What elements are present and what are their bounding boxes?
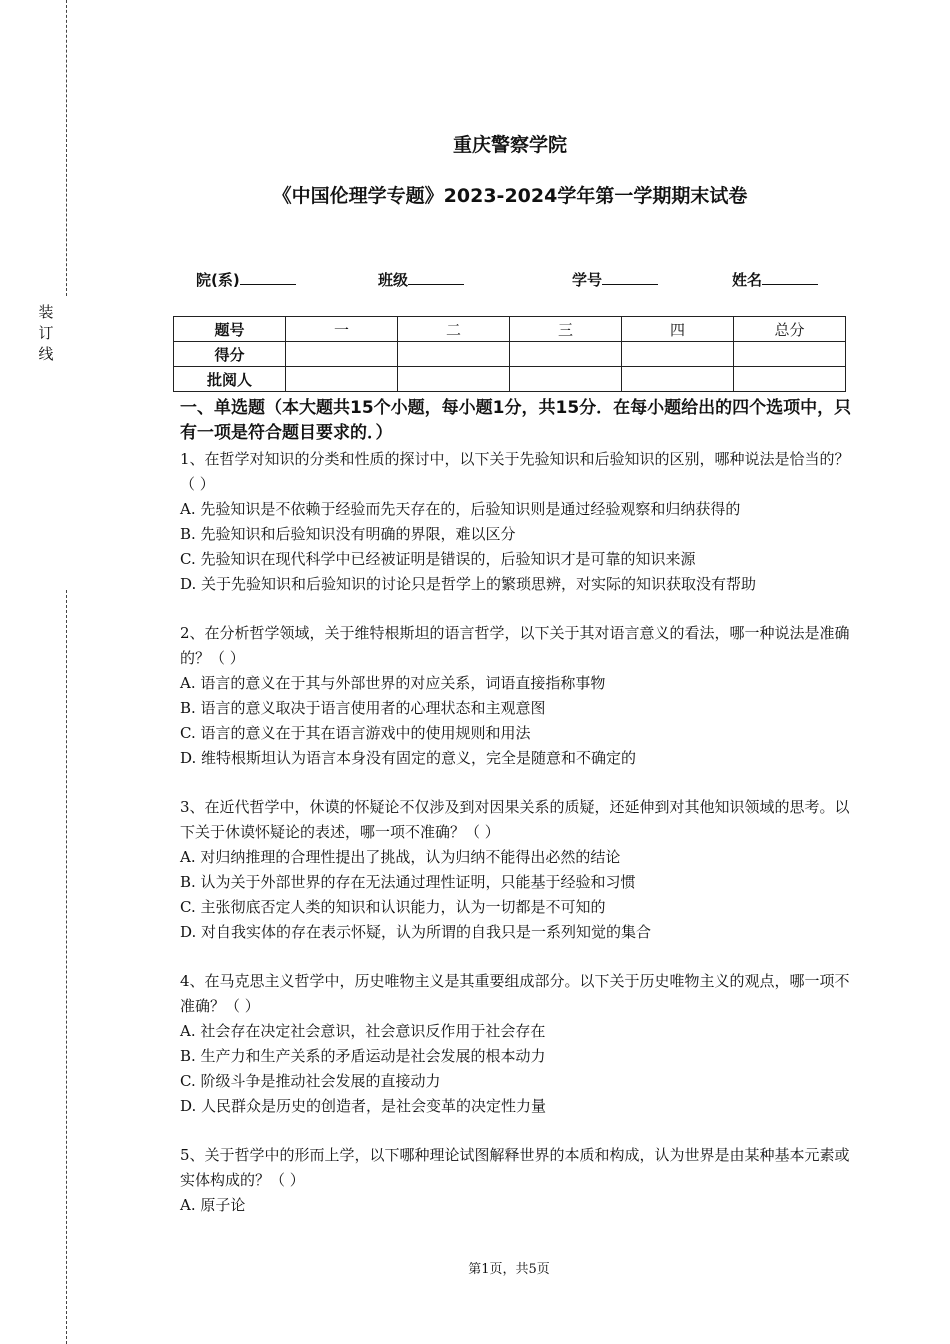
info-blank	[602, 269, 658, 285]
option-d: D. 对自我实体的存在表示怀疑，认为所谓的自我只是一系列知觉的集合	[180, 923, 652, 941]
question-stem: 2、在分析哲学领域，关于维特根斯坦的语言哲学，以下关于其对语言意义的看法，哪一种说法是准确的？（ ）	[180, 624, 850, 667]
score-cell	[398, 342, 510, 367]
score-table-row-label: 得分	[174, 342, 286, 367]
exam-title: 《中国伦理学专题》2023-2024学年第一学期期末试卷	[272, 185, 748, 207]
grader-cell	[734, 367, 846, 392]
question-5	[180, 1143, 852, 1218]
question-stem: 3、在近代哲学中，休谟的怀疑论不仅涉及到对因果关系的质疑，还延伸到对其他知识领域的思考。以下关于休谟怀疑论的表述，哪一项不准确？（ ）	[180, 798, 850, 841]
option-d: D. 关于先验知识和后验知识的讨论只是哲学上的繁琐思辨，对实际的知识获取没有帮助	[180, 575, 757, 593]
score-table	[173, 316, 846, 392]
option-b: B. 生产力和生产关系的矛盾运动是社会发展的根本动力	[180, 1047, 546, 1065]
option-b: B. 认为关于外部世界的存在无法通过理性证明，只能基于经验和习惯	[180, 873, 636, 891]
info-label: 姓名	[732, 271, 763, 289]
score-cell	[622, 342, 734, 367]
question-stem: 4、在马克思主义哲学中，历史唯物主义是其重要组成部分。以下关于历史唯物主义的观点，哪一项不准确？（ ）	[180, 972, 850, 1015]
school-name: 重庆警察学院	[452, 134, 567, 156]
question-stem: 5、关于哲学中的形而上学，以下哪种理论试图解释世界的本质和构成，认为世界是由某种基本元素或实体构成的？（ ）	[180, 1146, 850, 1189]
question-stem: 1、在哲学对知识的分类和性质的探讨中，以下关于先验知识和后验知识的区别，哪种说法是恰当的？（ ）	[180, 450, 850, 493]
score-cell	[510, 342, 622, 367]
score-table-header-cell: 总分	[734, 317, 846, 342]
score-table-header-row	[174, 317, 846, 342]
option-a: A. 语言的意义在于其与外部世界的对应关系，词语直接指称事物	[180, 674, 606, 692]
question-2	[180, 621, 852, 771]
option-b: B. 语言的意义取决于语言使用者的心理状态和主观意图	[180, 699, 546, 717]
info-blank	[762, 269, 818, 285]
question-3	[180, 795, 852, 945]
option-a: A. 社会存在决定社会意识，社会意识反作用于社会存在	[180, 1022, 546, 1040]
exam-content	[180, 396, 852, 1242]
score-table-header-cell: 三	[510, 317, 622, 342]
binding-label: 装订线	[38, 303, 54, 363]
binding-dashed-line-bottom	[66, 590, 67, 1344]
option-d: D. 人民群众是历史的创造者，是社会变革的决定性力量	[180, 1097, 547, 1115]
option-d: D. 维特根斯坦认为语言本身没有固定的意义，完全是随意和不确定的	[180, 749, 637, 767]
info-label: 院(系)	[196, 271, 240, 289]
section-title: 一、单选题（本大题共15个小题，每小题1分，共15分．在每小题给出的四个选项中，只有一项是符合题目要求的．）	[180, 398, 852, 443]
grader-cell	[510, 367, 622, 392]
score-table-header-cell: 四	[622, 317, 734, 342]
option-c: C. 语言的意义在于其在语言游戏中的使用规则和用法	[180, 724, 531, 742]
page-footer: 第1页，共5页	[468, 1262, 550, 1277]
option-c: C. 先验知识在现代科学中已经被证明是错误的，后验知识才是可靠的知识来源	[180, 550, 696, 568]
score-cell	[286, 342, 398, 367]
option-a: A. 先验知识是不依赖于经验而先天存在的，后验知识则是通过经验观察和归纳获得的	[180, 500, 741, 518]
score-table-header-cell: 题号	[174, 317, 286, 342]
question-1	[180, 447, 852, 597]
info-blank	[240, 269, 296, 285]
option-a: A. 对归纳推理的合理性提出了挑战，认为归纳不能得出必然的结论	[180, 848, 621, 866]
info-field-department	[196, 269, 296, 290]
option-c: C. 阶级斗争是推动社会发展的直接动力	[180, 1072, 441, 1090]
grader-cell	[622, 367, 734, 392]
info-field-class	[378, 269, 464, 290]
score-table-row	[174, 367, 846, 392]
score-table-row	[174, 342, 846, 367]
score-table-header-cell: 二	[398, 317, 510, 342]
option-b: B. 先验知识和后验知识没有明确的界限，难以区分	[180, 525, 516, 543]
info-label: 班级	[378, 271, 409, 289]
score-table-header-cell: 一	[286, 317, 398, 342]
question-4	[180, 969, 852, 1119]
option-a: A. 原子论	[180, 1196, 246, 1214]
score-cell	[734, 342, 846, 367]
grader-cell	[286, 367, 398, 392]
info-field-student-id	[572, 269, 658, 290]
score-table-row-label: 批阅人	[174, 367, 286, 392]
grader-cell	[398, 367, 510, 392]
option-c: C. 主张彻底否定人类的知识和认识能力，认为一切都是不可知的	[180, 898, 606, 916]
info-label: 学号	[572, 271, 603, 289]
info-blank	[408, 269, 464, 285]
info-field-name	[732, 269, 818, 290]
